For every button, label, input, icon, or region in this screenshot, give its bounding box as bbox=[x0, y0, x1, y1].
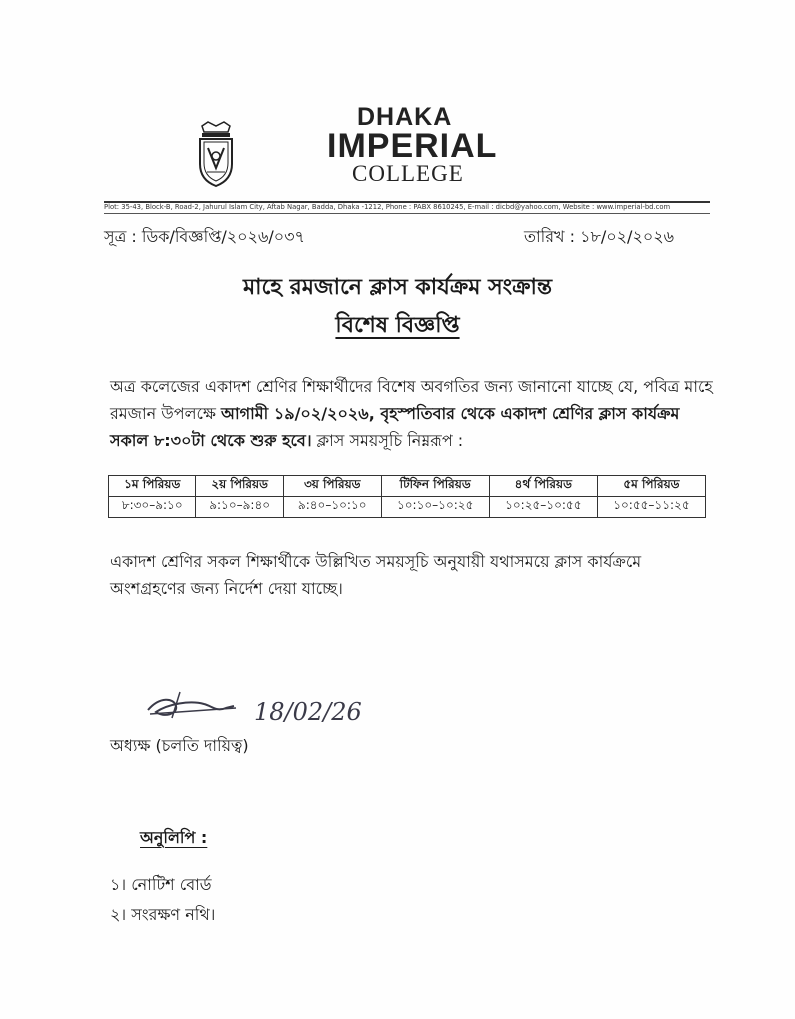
schedule-time-cell: ৯:৪০–১০:১০ bbox=[283, 497, 381, 518]
signature-date: 18/02/26 bbox=[254, 698, 362, 726]
memo-date: তারিখ : ১৮/০২/২০২৬ bbox=[524, 227, 675, 246]
college-address: Plot: 35-43, Block-B, Road-2, Jahurul Islam City, Aftab Nagar, Badda, Dhaka -1212, Phone : PABX 8610245, E-mail : dicbd@yahoo.com, Website : www.imperial-bd.com bbox=[104, 203, 671, 211]
class-schedule-table bbox=[108, 475, 706, 518]
schedule-header-cell: ১ম পিরিয়ড bbox=[109, 476, 196, 497]
memo-reference: সূত্র : ডিক/বিজ্ঞপ্তি/২০২৬/০৩৭ bbox=[104, 227, 305, 246]
copy-list-item: ১। নোটিশ বোর্ড bbox=[110, 875, 212, 894]
paragraph-1-outro: ক্লাস সময়সূচি নিম্নরূপ : bbox=[311, 431, 464, 450]
paragraph-1-intro: অত্র কলেজের একাদশ শ্রেণির শিক্ষার্থীদের বিশেষ অবগতির জন্য জানানো যাচ্ছে যে, পবিত্র মাহে রমজান উপলক্ষে bbox=[110, 377, 713, 423]
schedule-header-cell: ৪র্থ পিরিয়ড bbox=[489, 476, 597, 497]
schedule-header-cell: ২য় পিরিয়ড bbox=[196, 476, 283, 497]
notice-title: মাহে রমজানে ক্লাস কার্যক্রম সংক্রান্ত bbox=[242, 275, 553, 300]
notice-paragraph-2: একাদশ শ্রেণির সকল শিক্ষার্থীকে উল্লিখিত সময়সূচি অনুযায়ী যথাসময়ে ক্লাস কার্যক্রমে অংশগ্রহণের জন্য নির্দেশ দেয়া যাচ্ছে। bbox=[110, 552, 642, 598]
schedule-time-cell: ১০:১০–১০:২৫ bbox=[381, 497, 489, 518]
notice-subtitle: বিশেষ বিজ্ঞপ্তি bbox=[335, 313, 460, 338]
schedule-header-cell: টিফিন পিরিয়ড bbox=[381, 476, 489, 497]
copy-list-heading: অনুলিপি : bbox=[140, 828, 208, 847]
schedule-header-cell: ৫ম পিরিয়ড bbox=[597, 476, 705, 497]
schedule-header-cell: ৩য় পিরিয়ড bbox=[283, 476, 381, 497]
schedule-time-cell: ৮:৩০–৯:১০ bbox=[109, 497, 196, 518]
paragraph-1-emphasis: আগামী ১৯/০২/২০২৬, বৃহস্পতিবার থেকে একাদশ শ্রেণির ক্লাস কার্যক্রম সকাল ৮:৩০টা থেকে শুরু হবে। bbox=[110, 404, 680, 450]
college-crest-icon bbox=[196, 120, 236, 188]
schedule-header-row bbox=[109, 476, 706, 497]
principal-signature bbox=[146, 684, 366, 740]
college-name-line1: DHAKA bbox=[357, 103, 453, 131]
schedule-time-row bbox=[109, 497, 706, 518]
principal-designation: অধ্যক্ষ (চলতি দায়িত্ব) bbox=[110, 736, 249, 755]
schedule-time-cell: ১০:৫৫–১১:২৫ bbox=[597, 497, 705, 518]
notice-paragraph-1 bbox=[110, 373, 720, 454]
college-name-line2: IMPERIAL bbox=[327, 127, 498, 165]
header-rule-bottom bbox=[104, 213, 710, 214]
schedule-time-cell: ৯:১০–৯:৪০ bbox=[196, 497, 283, 518]
college-name-line3: COLLEGE bbox=[352, 161, 464, 186]
schedule-time-cell: ১০:২৫–১০:৫৫ bbox=[489, 497, 597, 518]
copy-list-item: ২। সংরক্ষণ নথি। bbox=[110, 905, 216, 924]
